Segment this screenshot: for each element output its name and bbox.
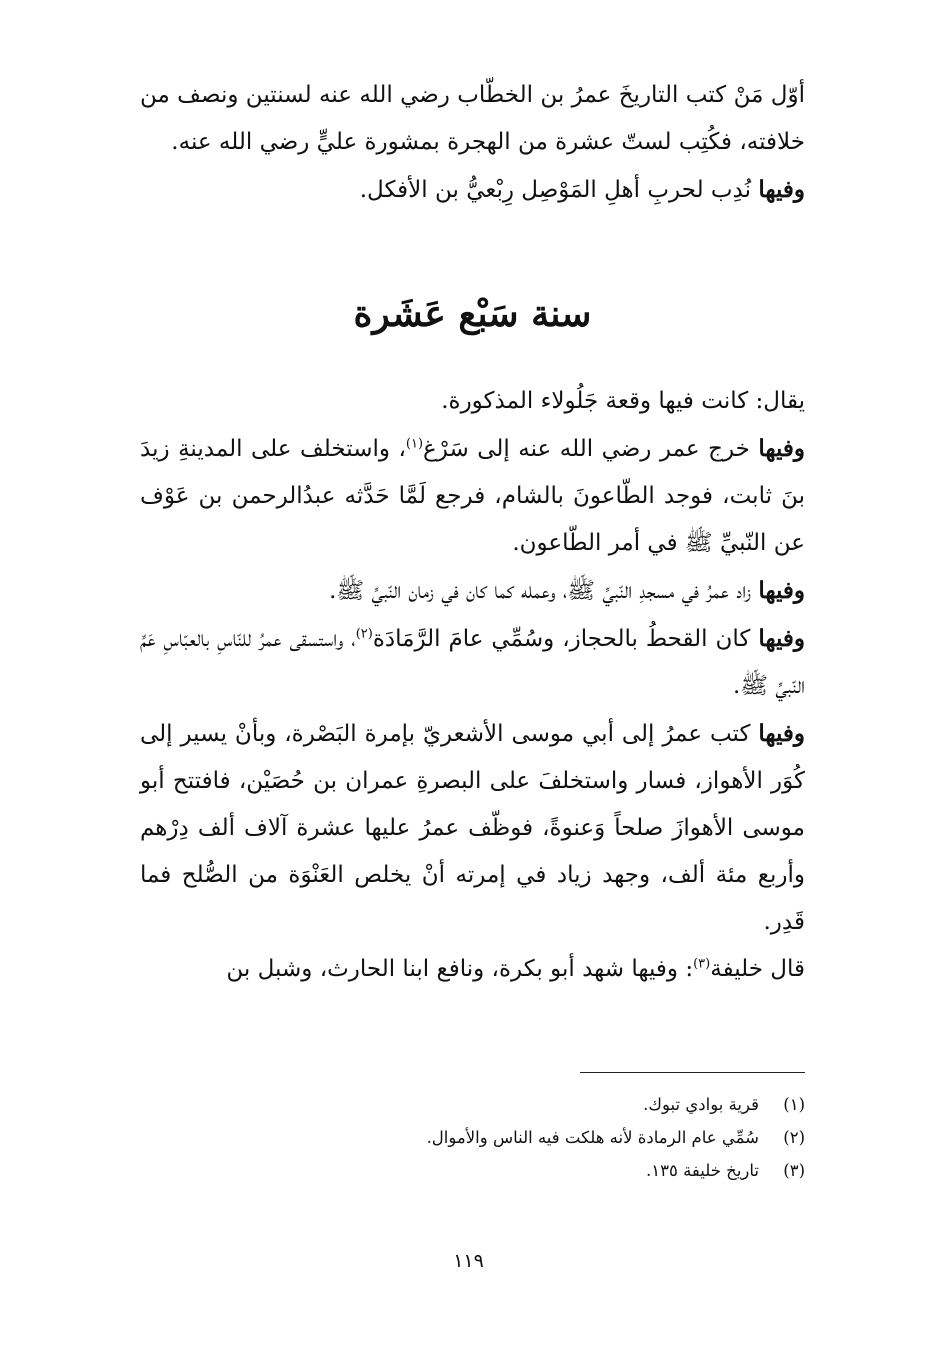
intro-text bbox=[140, 72, 805, 214]
paragraph-text: ، واستسقى عمرُ للنّاسِ بالعبّاسِ عَمِّ النّبيِّ ﷺ. bbox=[140, 626, 805, 699]
paragraph bbox=[140, 567, 805, 615]
footnote-text: تاريخ خليفة ١٣٥. bbox=[646, 1161, 759, 1180]
paragraph bbox=[140, 946, 805, 993]
paragraph-text: قال خليفة bbox=[710, 956, 805, 982]
paragraph-text: خرج عمر رضي الله عنه إلى سَرْغ bbox=[423, 436, 759, 462]
page-number: ١١٩ bbox=[453, 1250, 484, 1272]
footnote-reference[interactable]: (١) bbox=[405, 436, 424, 452]
paragraph-lead: وفيها bbox=[758, 176, 805, 203]
paragraph-lead: وفيها bbox=[758, 720, 805, 747]
paragraph-text: زاد عمرُ في مسجدِ النّبيِّ ﷺ، وعمله كما كان في زمان النّبيِّ ﷺ. bbox=[329, 578, 759, 604]
footnote bbox=[140, 1121, 805, 1154]
paragraph-text: نُدِب لحربِ أهلِ المَوْصِل رِبْعيُّ بن الأفكل. bbox=[359, 177, 759, 203]
paragraph-text: كان القحطُ بالحجاز، وسُمِّي عامَ الرَّمَادَة bbox=[372, 626, 759, 652]
paragraph bbox=[140, 425, 805, 567]
footnote-number: (١) bbox=[783, 1095, 805, 1114]
footnotes bbox=[140, 1088, 805, 1187]
footnote-reference[interactable]: (٢) bbox=[355, 626, 373, 642]
paragraph bbox=[140, 166, 805, 214]
footnote bbox=[140, 1154, 805, 1187]
paragraph-lead: وفيها bbox=[758, 625, 805, 652]
footnote-divider bbox=[580, 1072, 805, 1073]
paragraph-lead: وفيها bbox=[758, 577, 805, 604]
paragraph bbox=[140, 710, 805, 946]
footnote-reference[interactable]: (٣) bbox=[693, 956, 711, 972]
paragraph: يقال: كانت فيها وقعة جَلُولاء المذكورة. bbox=[441, 388, 805, 414]
chapter-title: سنة سَبْع عَشَرة bbox=[353, 293, 592, 335]
footnote-number: (٣) bbox=[783, 1161, 805, 1180]
chapter-text bbox=[140, 378, 805, 993]
paragraph-text: : وفيها شهد أبو بكرة، ونافع ابنا الحارث، وشبل بن bbox=[226, 956, 694, 982]
paragraph bbox=[140, 615, 805, 710]
paragraph-text: كتب عمرُ إلى أبي موسى الأشعريّ بإمرة البَصْرة، وبأنْ يسير إلى كُوَر الأهواز، فسار واستخلفَ على البصرةِ عمران بن حُصَيْن، فافتتح أبو موسى الأهوازَ صلحاً وَعنوةً، فوظّف عمرُ عليها عشرة آلاف ألف دِرْهم وأربع مئة ألف، وجهد زياد في إمرته أنْ يخلص العَنْوَة من الصُّلح فما قَدِر. bbox=[140, 721, 805, 935]
footnote bbox=[140, 1088, 805, 1121]
footnote-text: قرية بوادي تبوك. bbox=[643, 1095, 759, 1114]
paragraph-lead: وفيها bbox=[758, 435, 805, 462]
footnote-number: (٢) bbox=[783, 1128, 805, 1147]
paragraph-text: ، واستخلف على المدينةِ زيدَ بنَ ثابت، فوجد الطّاعونَ بالشام، فرجع لَمَّا حَدَّثه عبدُالرحمن بن عَوْف عن النّبيِّ ﷺ في أمر الطّاعون. bbox=[140, 436, 805, 556]
paragraph: أوّل مَنْ كتب التاريخَ عمرُ بن الخطّاب رضي الله عنه لسنتين ونصف من خلافته، فكُتِب لستّ عشرة من الهجرة بمشورة عليٍّ رضي الله عنه. bbox=[140, 82, 805, 155]
footnote-text: سُمِّي عام الرمادة لأنه هلكت فيه الناس والأموال. bbox=[426, 1128, 759, 1147]
